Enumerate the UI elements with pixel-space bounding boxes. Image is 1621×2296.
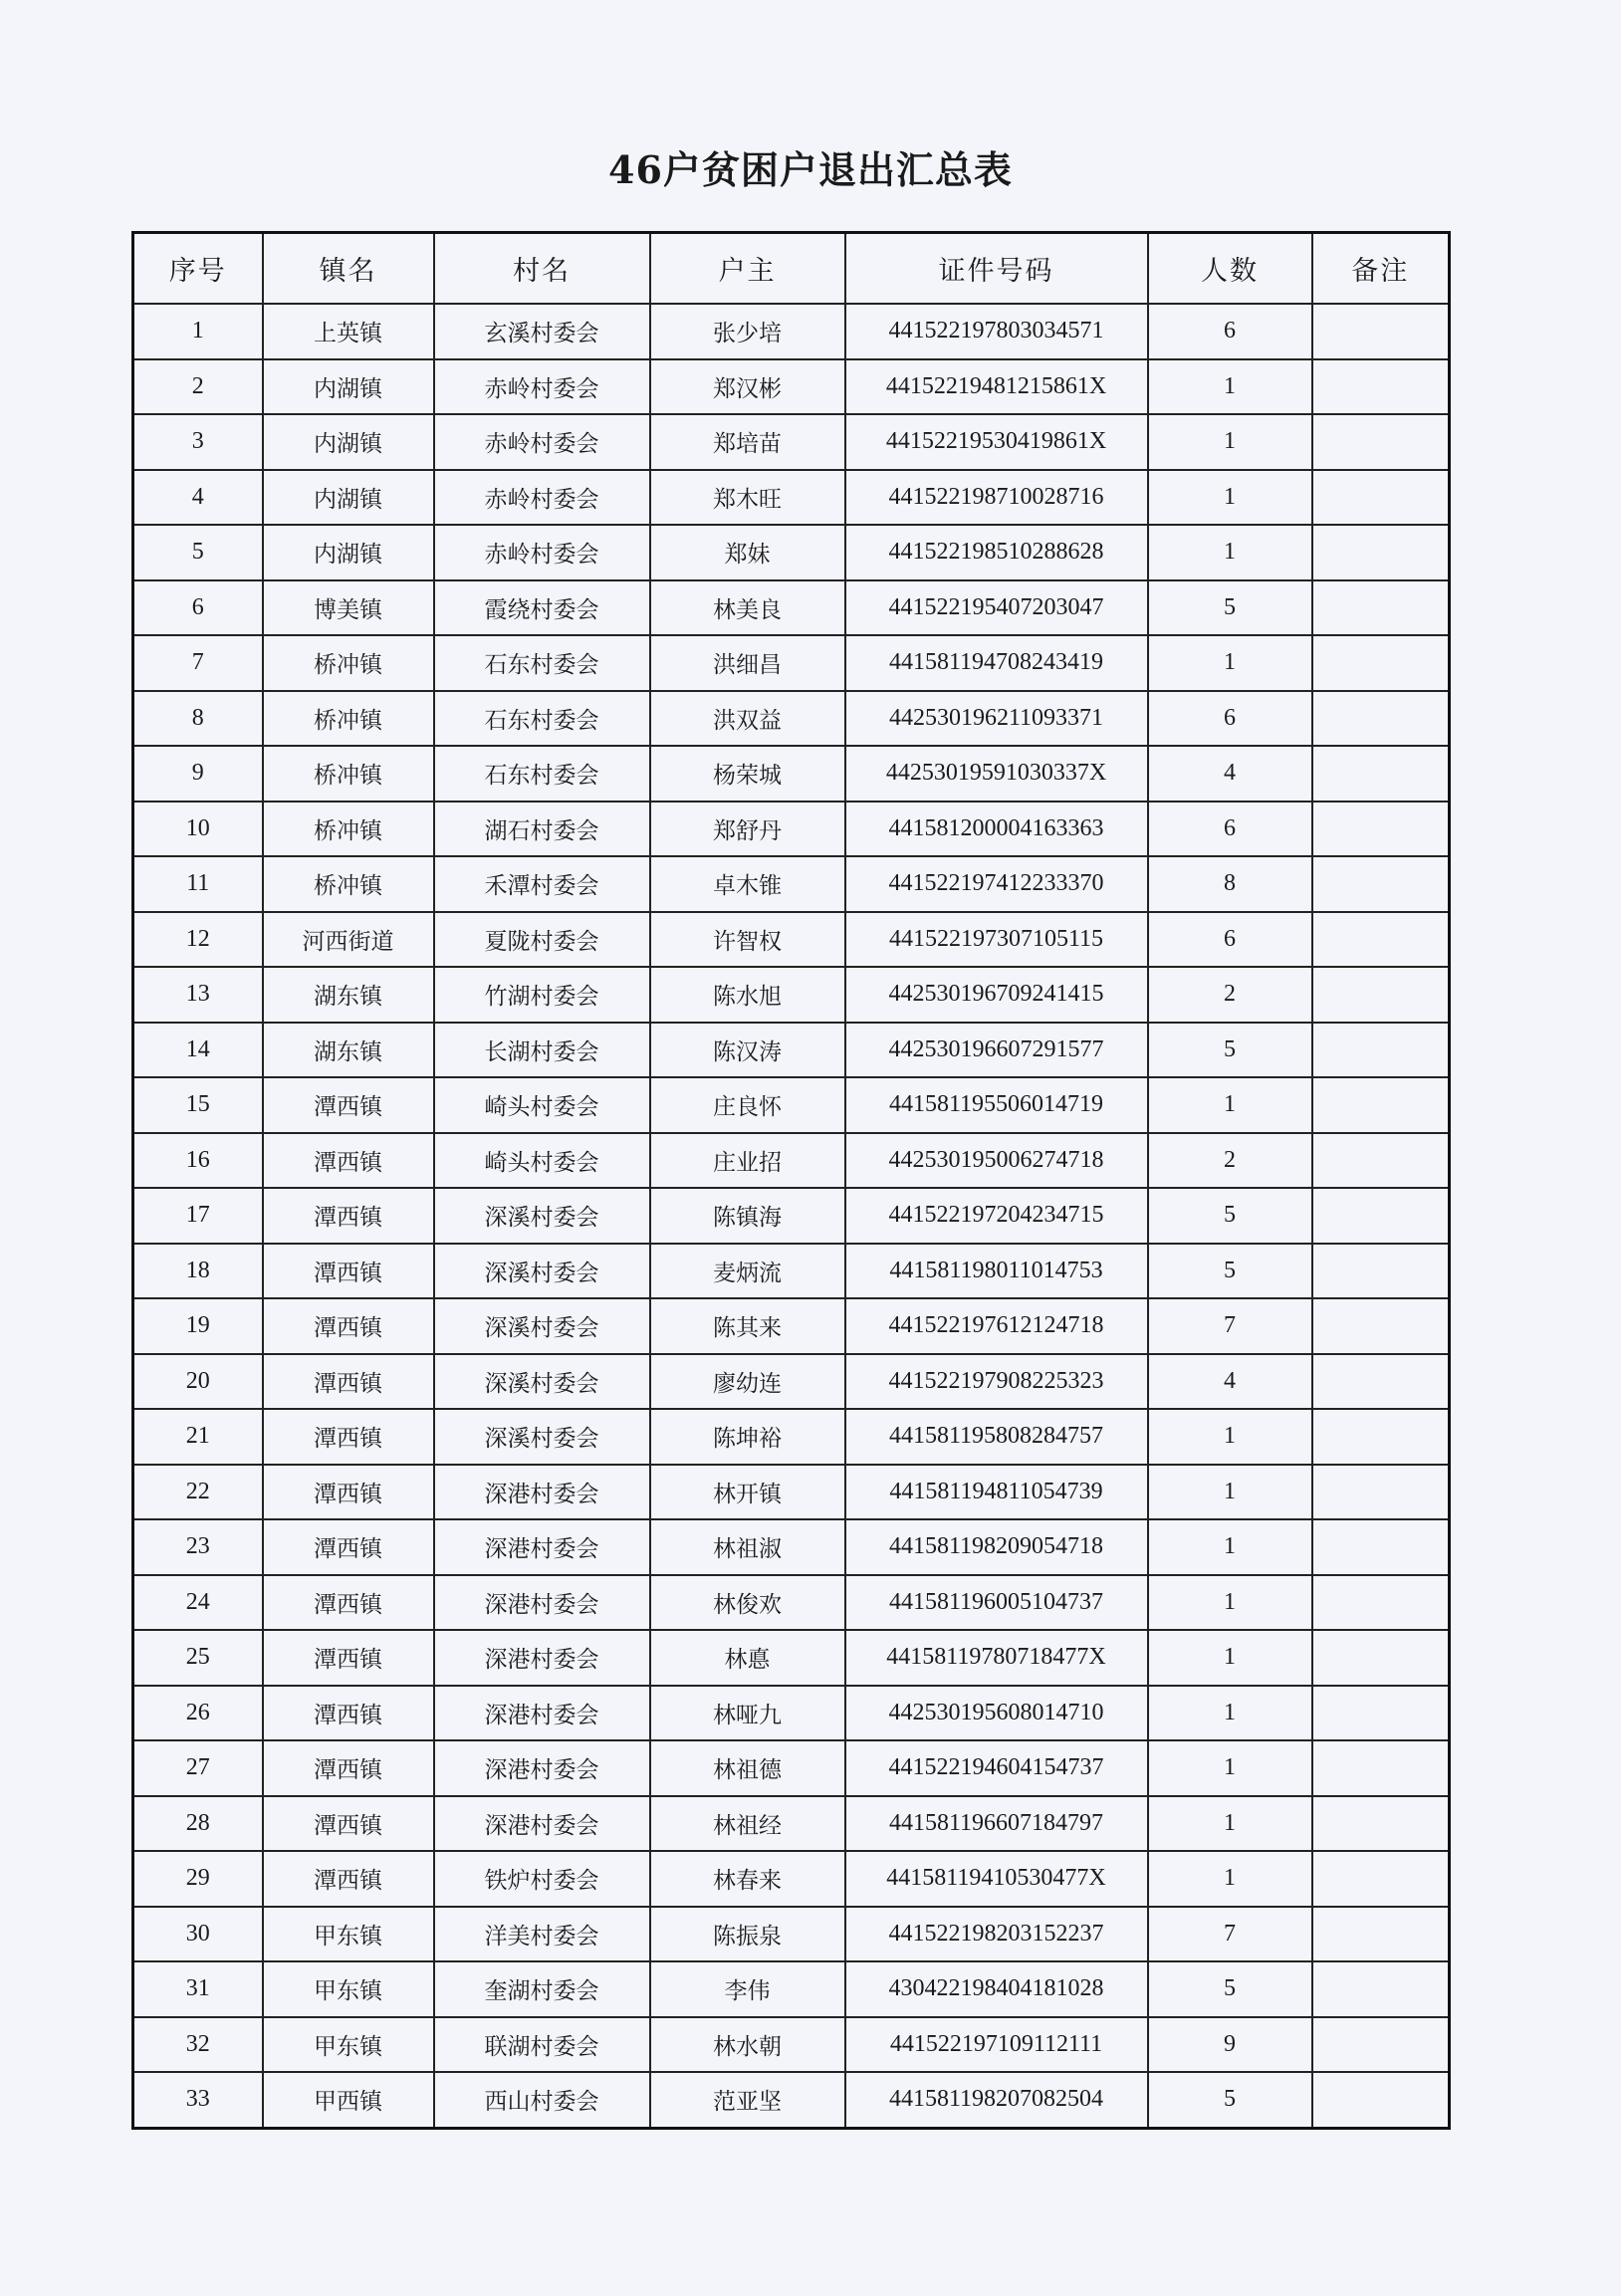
- cell-remarks: [1312, 359, 1450, 415]
- cell-seq: 3: [133, 414, 263, 470]
- cell-remarks: [1312, 1686, 1450, 1741]
- table-row: [133, 1961, 1450, 2017]
- cell-id-number: 442530196211093371: [845, 691, 1148, 747]
- cell-householder: 张少培: [650, 304, 845, 359]
- cell-seq: 21: [133, 1409, 263, 1465]
- cell-remarks: [1312, 1519, 1450, 1575]
- cell-village: 赤岭村委会: [434, 359, 650, 415]
- table-row: [133, 1465, 1450, 1520]
- cell-remarks: [1312, 1575, 1450, 1631]
- cell-id-number: 441522197307105115: [845, 912, 1148, 968]
- cell-householder: 林哑九: [650, 1686, 845, 1741]
- cell-remarks: [1312, 1907, 1450, 1962]
- cell-village: 长湖村委会: [434, 1023, 650, 1078]
- header-householder: 户主: [650, 233, 845, 305]
- cell-remarks: [1312, 414, 1450, 470]
- cell-people-count: 1: [1148, 1465, 1312, 1520]
- cell-town: 桥冲镇: [263, 691, 434, 747]
- cell-remarks: [1312, 635, 1450, 691]
- cell-seq: 33: [133, 2072, 263, 2128]
- cell-people-count: 1: [1148, 635, 1312, 691]
- table-row: [133, 304, 1450, 359]
- table-row: [133, 746, 1450, 802]
- cell-id-number: 441522197612124718: [845, 1298, 1148, 1354]
- cell-village: 石东村委会: [434, 746, 650, 802]
- cell-people-count: 1: [1148, 470, 1312, 526]
- cell-village: 深溪村委会: [434, 1188, 650, 1244]
- cell-people-count: 5: [1148, 1188, 1312, 1244]
- cell-village: 石东村委会: [434, 691, 650, 747]
- cell-people-count: 9: [1148, 2017, 1312, 2073]
- cell-people-count: 6: [1148, 691, 1312, 747]
- cell-village: 深港村委会: [434, 1686, 650, 1741]
- cell-id-number: 441581194708243419: [845, 635, 1148, 691]
- cell-remarks: [1312, 1298, 1450, 1354]
- cell-town: 甲东镇: [263, 2017, 434, 2073]
- cell-householder: 洪细昌: [650, 635, 845, 691]
- header-seq: 序号: [133, 233, 263, 305]
- cell-id-number: 441522195407203047: [845, 580, 1148, 636]
- cell-remarks: [1312, 967, 1450, 1023]
- cell-seq: 10: [133, 802, 263, 857]
- cell-seq: 11: [133, 856, 263, 912]
- cell-id-number: 44152219530419861X: [845, 414, 1148, 470]
- cell-people-count: 7: [1148, 1907, 1312, 1962]
- cell-village: 深溪村委会: [434, 1354, 650, 1410]
- cell-remarks: [1312, 1023, 1450, 1078]
- cell-householder: 陈水旭: [650, 967, 845, 1023]
- cell-village: 赤岭村委会: [434, 525, 650, 580]
- cell-id-number: 441522194604154737: [845, 1740, 1148, 1796]
- cell-town: 甲东镇: [263, 1907, 434, 1962]
- cell-town: 潭西镇: [263, 1575, 434, 1631]
- households-table: [131, 231, 1451, 2130]
- cell-remarks: [1312, 1077, 1450, 1133]
- cell-householder: 陈镇海: [650, 1188, 845, 1244]
- cell-remarks: [1312, 1244, 1450, 1299]
- cell-remarks: [1312, 1354, 1450, 1410]
- table-row: [133, 1077, 1450, 1133]
- cell-people-count: 1: [1148, 1630, 1312, 1686]
- cell-seq: 1: [133, 304, 263, 359]
- table-row: [133, 1575, 1450, 1631]
- cell-people-count: 5: [1148, 580, 1312, 636]
- cell-id-number: 441522197412233370: [845, 856, 1148, 912]
- cell-town: 上英镇: [263, 304, 434, 359]
- header-remarks: 备注: [1312, 233, 1450, 305]
- cell-householder: 郑妹: [650, 525, 845, 580]
- cell-town: 桥冲镇: [263, 802, 434, 857]
- cell-village: 深溪村委会: [434, 1244, 650, 1299]
- cell-people-count: 8: [1148, 856, 1312, 912]
- cell-town: 潭西镇: [263, 1409, 434, 1465]
- cell-town: 潭西镇: [263, 1851, 434, 1907]
- cell-householder: 杨荣城: [650, 746, 845, 802]
- cell-town: 内湖镇: [263, 470, 434, 526]
- cell-people-count: 1: [1148, 1519, 1312, 1575]
- cell-village: 深港村委会: [434, 1465, 650, 1520]
- cell-people-count: 2: [1148, 1133, 1312, 1189]
- cell-remarks: [1312, 580, 1450, 636]
- cell-seq: 32: [133, 2017, 263, 2073]
- cell-village: 霞绕村委会: [434, 580, 650, 636]
- cell-village: 赤岭村委会: [434, 470, 650, 526]
- table-row: [133, 1630, 1450, 1686]
- cell-householder: 郑培苗: [650, 414, 845, 470]
- table-row: [133, 525, 1450, 580]
- cell-id-number: 441522198710028716: [845, 470, 1148, 526]
- cell-village: 西山村委会: [434, 2072, 650, 2128]
- cell-id-number: 441581194811054739: [845, 1465, 1148, 1520]
- cell-people-count: 1: [1148, 525, 1312, 580]
- table-row: [133, 359, 1450, 415]
- table-row: [133, 802, 1450, 857]
- cell-town: 潭西镇: [263, 1188, 434, 1244]
- cell-remarks: [1312, 2072, 1450, 2128]
- cell-village: 深港村委会: [434, 1796, 650, 1852]
- table-row: [133, 912, 1450, 968]
- cell-town: 潭西镇: [263, 1133, 434, 1189]
- cell-remarks: [1312, 1740, 1450, 1796]
- cell-town: 河西街道: [263, 912, 434, 968]
- cell-remarks: [1312, 1133, 1450, 1189]
- cell-seq: 28: [133, 1796, 263, 1852]
- cell-id-number: 44253019591030337X: [845, 746, 1148, 802]
- header-row: [133, 233, 1450, 305]
- table-row: [133, 1519, 1450, 1575]
- cell-town: 桥冲镇: [263, 856, 434, 912]
- cell-seq: 25: [133, 1630, 263, 1686]
- table-row: [133, 2072, 1450, 2128]
- cell-remarks: [1312, 1188, 1450, 1244]
- cell-householder: 林祖经: [650, 1796, 845, 1852]
- table-row: [133, 580, 1450, 636]
- cell-remarks: [1312, 1465, 1450, 1520]
- cell-householder: 陈汉涛: [650, 1023, 845, 1078]
- cell-householder: 廖幼连: [650, 1354, 845, 1410]
- cell-people-count: 1: [1148, 1409, 1312, 1465]
- cell-id-number: 44152219481215861X: [845, 359, 1148, 415]
- table-row: [133, 1354, 1450, 1410]
- table-row: [133, 1409, 1450, 1465]
- table-row: [133, 1023, 1450, 1078]
- table-row: [133, 691, 1450, 747]
- cell-village: 深港村委会: [434, 1519, 650, 1575]
- table-row: [133, 1907, 1450, 1962]
- cell-remarks: [1312, 2017, 1450, 2073]
- cell-remarks: [1312, 1630, 1450, 1686]
- cell-seq: 13: [133, 967, 263, 1023]
- cell-people-count: 1: [1148, 359, 1312, 415]
- cell-seq: 22: [133, 1465, 263, 1520]
- cell-town: 内湖镇: [263, 525, 434, 580]
- header-id-number: 证件号码: [845, 233, 1148, 305]
- cell-village: 深港村委会: [434, 1740, 650, 1796]
- cell-id-number: 441581198207082504: [845, 2072, 1148, 2128]
- cell-town: 内湖镇: [263, 414, 434, 470]
- cell-id-number: 441581196005104737: [845, 1575, 1148, 1631]
- cell-village: 崎头村委会: [434, 1133, 650, 1189]
- header-people-count: 人数: [1148, 233, 1312, 305]
- cell-householder: 林水朝: [650, 2017, 845, 2073]
- table-row: [133, 1740, 1450, 1796]
- cell-town: 潭西镇: [263, 1519, 434, 1575]
- document-title: 46户贫困户退出汇总表: [608, 147, 1013, 192]
- cell-people-count: 5: [1148, 1023, 1312, 1078]
- cell-remarks: [1312, 304, 1450, 359]
- cell-id-number: 430422198404181028: [845, 1961, 1148, 2017]
- cell-people-count: 4: [1148, 746, 1312, 802]
- cell-seq: 29: [133, 1851, 263, 1907]
- cell-town: 潭西镇: [263, 1244, 434, 1299]
- cell-id-number: 441522198203152237: [845, 1907, 1148, 1962]
- cell-id-number: 442530196709241415: [845, 967, 1148, 1023]
- cell-town: 内湖镇: [263, 359, 434, 415]
- cell-people-count: 6: [1148, 304, 1312, 359]
- cell-seq: 16: [133, 1133, 263, 1189]
- cell-householder: 陈其来: [650, 1298, 845, 1354]
- cell-town: 桥冲镇: [263, 746, 434, 802]
- cell-seq: 5: [133, 525, 263, 580]
- cell-householder: 麦炳流: [650, 1244, 845, 1299]
- cell-town: 潭西镇: [263, 1630, 434, 1686]
- table-row: [133, 2017, 1450, 2073]
- cell-town: 湖东镇: [263, 967, 434, 1023]
- cell-village: 赤岭村委会: [434, 414, 650, 470]
- table-row: [133, 1298, 1450, 1354]
- cell-householder: 范亚坚: [650, 2072, 845, 2128]
- cell-householder: 庄业招: [650, 1133, 845, 1189]
- cell-remarks: [1312, 1851, 1450, 1907]
- table-row: [133, 856, 1450, 912]
- cell-seq: 14: [133, 1023, 263, 1078]
- cell-people-count: 1: [1148, 1740, 1312, 1796]
- cell-remarks: [1312, 856, 1450, 912]
- cell-seq: 27: [133, 1740, 263, 1796]
- cell-village: 深港村委会: [434, 1630, 650, 1686]
- cell-remarks: [1312, 912, 1450, 968]
- cell-town: 甲东镇: [263, 1961, 434, 2017]
- cell-village: 奎湖村委会: [434, 1961, 650, 2017]
- cell-seq: 31: [133, 1961, 263, 2017]
- cell-householder: 陈振泉: [650, 1907, 845, 1962]
- cell-remarks: [1312, 525, 1450, 580]
- cell-seq: 30: [133, 1907, 263, 1962]
- cell-id-number: 44158119410530477X: [845, 1851, 1148, 1907]
- cell-seq: 4: [133, 470, 263, 526]
- cell-id-number: 441581198011014753: [845, 1244, 1148, 1299]
- cell-people-count: 1: [1148, 414, 1312, 470]
- cell-householder: 林美良: [650, 580, 845, 636]
- cell-people-count: 2: [1148, 967, 1312, 1023]
- cell-id-number: 44158119780718477X: [845, 1630, 1148, 1686]
- cell-seq: 15: [133, 1077, 263, 1133]
- cell-town: 甲西镇: [263, 2072, 434, 2128]
- cell-village: 联湖村委会: [434, 2017, 650, 2073]
- cell-village: 竹湖村委会: [434, 967, 650, 1023]
- cell-householder: 李伟: [650, 1961, 845, 2017]
- cell-village: 禾潭村委会: [434, 856, 650, 912]
- cell-remarks: [1312, 1796, 1450, 1852]
- cell-remarks: [1312, 1961, 1450, 2017]
- cell-village: 铁炉村委会: [434, 1851, 650, 1907]
- cell-householder: 林春来: [650, 1851, 845, 1907]
- cell-seq: 19: [133, 1298, 263, 1354]
- cell-town: 湖东镇: [263, 1023, 434, 1078]
- table-row: [133, 967, 1450, 1023]
- cell-village: 洋美村委会: [434, 1907, 650, 1962]
- cell-householder: 林开镇: [650, 1465, 845, 1520]
- cell-householder: 庄良怀: [650, 1077, 845, 1133]
- cell-town: 博美镇: [263, 580, 434, 636]
- table-row: [133, 414, 1450, 470]
- cell-id-number: 442530195608014710: [845, 1686, 1148, 1741]
- cell-village: 夏陇村委会: [434, 912, 650, 968]
- cell-town: 潭西镇: [263, 1796, 434, 1852]
- cell-people-count: 1: [1148, 1077, 1312, 1133]
- cell-village: 深溪村委会: [434, 1298, 650, 1354]
- header-town: 镇名: [263, 233, 434, 305]
- table-row: [133, 1851, 1450, 1907]
- cell-id-number: 441522197908225323: [845, 1354, 1148, 1410]
- cell-people-count: 1: [1148, 1851, 1312, 1907]
- cell-people-count: 6: [1148, 912, 1312, 968]
- cell-seq: 26: [133, 1686, 263, 1741]
- cell-people-count: 5: [1148, 2072, 1312, 2128]
- cell-remarks: [1312, 470, 1450, 526]
- cell-people-count: 1: [1148, 1796, 1312, 1852]
- table-row: [133, 1133, 1450, 1189]
- cell-householder: 林悳: [650, 1630, 845, 1686]
- cell-village: 深港村委会: [434, 1575, 650, 1631]
- cell-seq: 24: [133, 1575, 263, 1631]
- cell-people-count: 1: [1148, 1686, 1312, 1741]
- cell-seq: 17: [133, 1188, 263, 1244]
- cell-town: 潭西镇: [263, 1077, 434, 1133]
- cell-town: 潭西镇: [263, 1354, 434, 1410]
- table-row: [133, 1188, 1450, 1244]
- cell-id-number: 441581196607184797: [845, 1796, 1148, 1852]
- cell-seq: 6: [133, 580, 263, 636]
- cell-householder: 洪双益: [650, 691, 845, 747]
- cell-householder: 陈坤裕: [650, 1409, 845, 1465]
- cell-village: 玄溪村委会: [434, 304, 650, 359]
- cell-people-count: 5: [1148, 1961, 1312, 2017]
- cell-village: 湖石村委会: [434, 802, 650, 857]
- cell-town: 潭西镇: [263, 1740, 434, 1796]
- cell-town: 桥冲镇: [263, 635, 434, 691]
- cell-householder: 郑舒丹: [650, 802, 845, 857]
- cell-id-number: 441581195506014719: [845, 1077, 1148, 1133]
- cell-seq: 2: [133, 359, 263, 415]
- cell-village: 崎头村委会: [434, 1077, 650, 1133]
- cell-seq: 12: [133, 912, 263, 968]
- cell-id-number: 441522197204234715: [845, 1188, 1148, 1244]
- cell-id-number: 442530195006274718: [845, 1133, 1148, 1189]
- cell-householder: 许智权: [650, 912, 845, 968]
- cell-town: 潭西镇: [263, 1686, 434, 1741]
- cell-seq: 20: [133, 1354, 263, 1410]
- header-village: 村名: [434, 233, 650, 305]
- cell-id-number: 441522197803034571: [845, 304, 1148, 359]
- cell-seq: 8: [133, 691, 263, 747]
- cell-people-count: 5: [1148, 1244, 1312, 1299]
- cell-remarks: [1312, 746, 1450, 802]
- cell-town: 潭西镇: [263, 1465, 434, 1520]
- table-row: [133, 1686, 1450, 1741]
- cell-people-count: 1: [1148, 1575, 1312, 1631]
- cell-householder: 林祖德: [650, 1740, 845, 1796]
- cell-id-number: 441522198510288628: [845, 525, 1148, 580]
- cell-id-number: 441522197109112111: [845, 2017, 1148, 2073]
- cell-people-count: 6: [1148, 802, 1312, 857]
- cell-village: 深溪村委会: [434, 1409, 650, 1465]
- cell-householder: 卓木锥: [650, 856, 845, 912]
- cell-town: 潭西镇: [263, 1298, 434, 1354]
- table-row: [133, 635, 1450, 691]
- cell-remarks: [1312, 691, 1450, 747]
- cell-householder: 林祖淑: [650, 1519, 845, 1575]
- table-body: [133, 304, 1450, 2128]
- cell-id-number: 442530196607291577: [845, 1023, 1148, 1078]
- table-row: [133, 1796, 1450, 1852]
- cell-seq: 23: [133, 1519, 263, 1575]
- cell-id-number: 441581198209054718: [845, 1519, 1148, 1575]
- cell-remarks: [1312, 802, 1450, 857]
- cell-seq: 7: [133, 635, 263, 691]
- cell-householder: 林俊欢: [650, 1575, 845, 1631]
- cell-householder: 郑木旺: [650, 470, 845, 526]
- cell-householder: 郑汉彬: [650, 359, 845, 415]
- cell-people-count: 4: [1148, 1354, 1312, 1410]
- table-row: [133, 470, 1450, 526]
- cell-id-number: 441581195808284757: [845, 1409, 1148, 1465]
- cell-village: 石东村委会: [434, 635, 650, 691]
- cell-seq: 18: [133, 1244, 263, 1299]
- cell-remarks: [1312, 1409, 1450, 1465]
- cell-id-number: 441581200004163363: [845, 802, 1148, 857]
- cell-seq: 9: [133, 746, 263, 802]
- cell-people-count: 7: [1148, 1298, 1312, 1354]
- table-row: [133, 1244, 1450, 1299]
